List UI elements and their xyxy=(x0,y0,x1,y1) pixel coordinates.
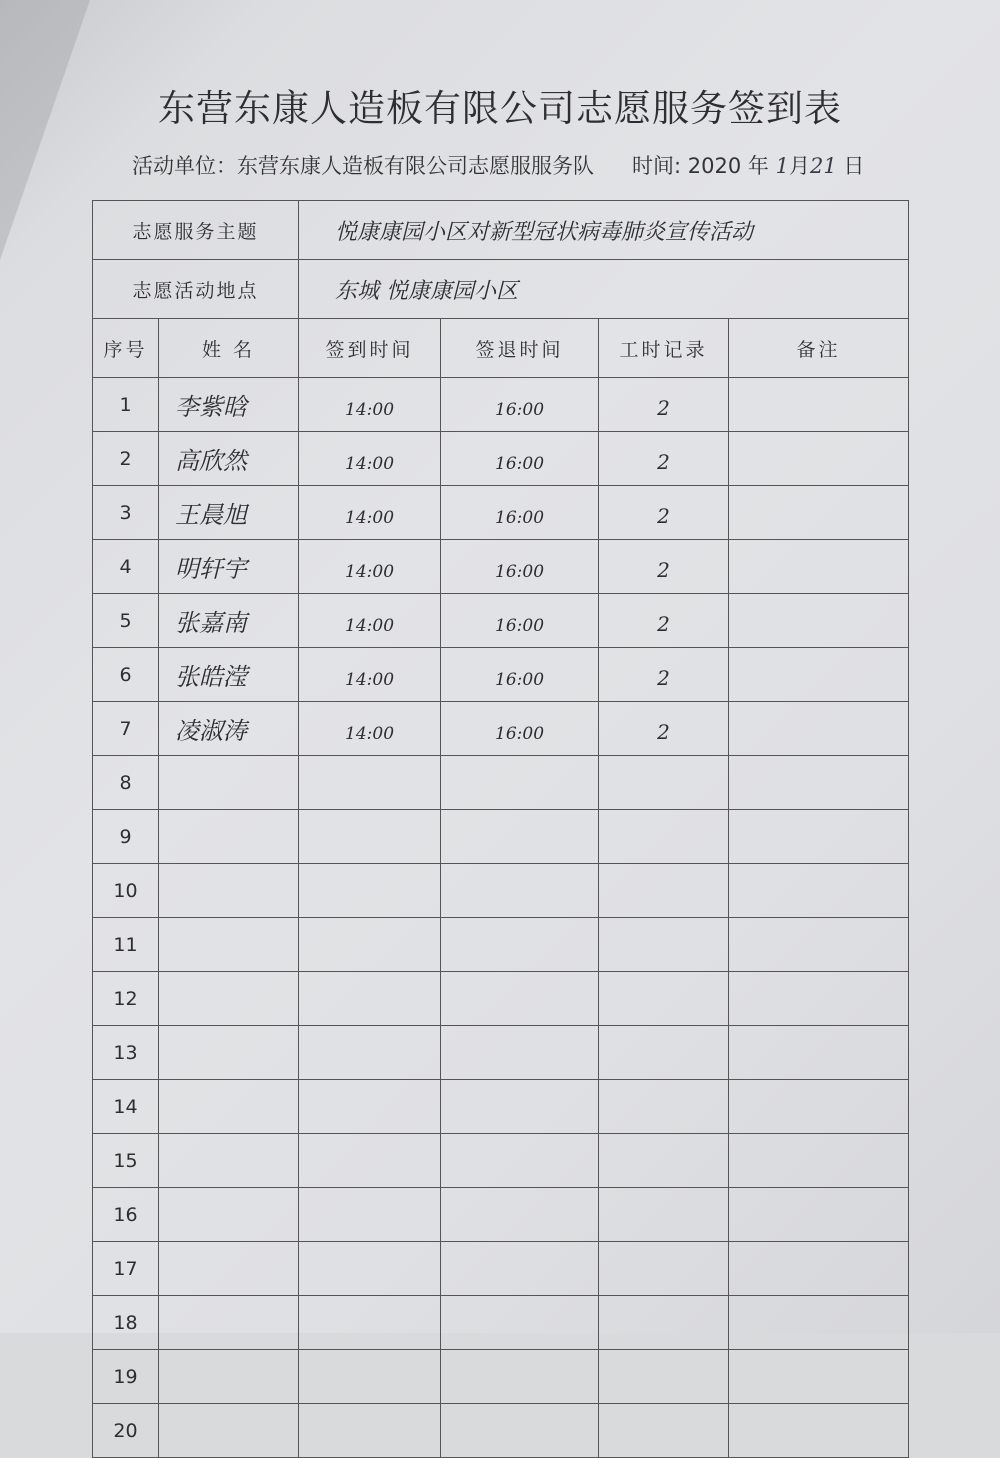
row-number: 13 xyxy=(93,1026,159,1080)
row-signout-time xyxy=(441,1134,599,1188)
row-number: 14 xyxy=(93,1080,159,1134)
row-signout-time: 16:00 xyxy=(441,540,599,594)
row-hours xyxy=(599,864,729,918)
row-signin-time xyxy=(299,1026,441,1080)
row-signout-time: 16:00 xyxy=(441,432,599,486)
row-hours: 2 xyxy=(599,702,729,756)
row-number: 15 xyxy=(93,1134,159,1188)
table-row xyxy=(93,702,909,756)
row-name xyxy=(159,1296,299,1350)
table-row xyxy=(93,1134,909,1188)
row-note xyxy=(729,1350,909,1404)
time-label: 时间: xyxy=(632,154,682,178)
row-note xyxy=(729,972,909,1026)
table-row xyxy=(93,864,909,918)
row-note xyxy=(729,864,909,918)
month-unit: 月 xyxy=(788,154,810,178)
row-signin-time: 14:00 xyxy=(299,540,441,594)
location-label: 志愿活动地点 xyxy=(93,260,299,319)
row-number: 3 xyxy=(93,486,159,540)
row-signin-time xyxy=(299,864,441,918)
row-signout-time xyxy=(441,1080,599,1134)
row-hours xyxy=(599,918,729,972)
row-hours: 2 xyxy=(599,432,729,486)
row-number: 6 xyxy=(93,648,159,702)
table-row xyxy=(93,810,909,864)
row-signout-time: 16:00 xyxy=(441,486,599,540)
column-header-row xyxy=(93,319,909,378)
year-value: 2020 xyxy=(687,154,742,178)
row-name xyxy=(159,972,299,1026)
row-signout-time xyxy=(441,1242,599,1296)
row-signout-time: 16:00 xyxy=(441,702,599,756)
row-name xyxy=(159,1242,299,1296)
row-signout-time xyxy=(441,918,599,972)
row-name xyxy=(159,918,299,972)
row-number: 18 xyxy=(93,1296,159,1350)
row-name: 李紫晗 xyxy=(159,378,299,432)
row-signout-time xyxy=(441,1026,599,1080)
table-row xyxy=(93,1242,909,1296)
row-number: 9 xyxy=(93,810,159,864)
col-name-header: 姓 名 xyxy=(159,319,299,378)
theme-row xyxy=(93,201,909,260)
row-hours xyxy=(599,1242,729,1296)
row-note xyxy=(729,1134,909,1188)
row-signout-time xyxy=(441,1188,599,1242)
row-name: 高欣然 xyxy=(159,432,299,486)
row-hours: 2 xyxy=(599,540,729,594)
location-value: 东城 悦康康园小区 xyxy=(299,260,909,319)
row-number: 8 xyxy=(93,756,159,810)
row-signout-time xyxy=(441,1404,599,1458)
row-signin-time xyxy=(299,1188,441,1242)
row-name xyxy=(159,1404,299,1458)
row-name xyxy=(159,864,299,918)
signin-table xyxy=(92,200,909,1458)
row-note xyxy=(729,1188,909,1242)
row-hours xyxy=(599,1350,729,1404)
row-hours xyxy=(599,1296,729,1350)
row-note xyxy=(729,1296,909,1350)
row-note xyxy=(729,756,909,810)
table-row xyxy=(93,594,909,648)
row-name xyxy=(159,1080,299,1134)
row-hours xyxy=(599,1026,729,1080)
table-row xyxy=(93,648,909,702)
row-name: 凌淑涛 xyxy=(159,702,299,756)
row-number: 4 xyxy=(93,540,159,594)
row-hours: 2 xyxy=(599,594,729,648)
day-value: 21 xyxy=(809,154,837,178)
col-hours-header: 工时记录 xyxy=(599,319,729,378)
row-signout-time xyxy=(441,972,599,1026)
row-hours xyxy=(599,810,729,864)
table-row xyxy=(93,1080,909,1134)
table-row xyxy=(93,1404,909,1458)
row-signin-time: 14:00 xyxy=(299,594,441,648)
table-row xyxy=(93,1350,909,1404)
row-number: 19 xyxy=(93,1350,159,1404)
row-hours xyxy=(599,972,729,1026)
table-row xyxy=(93,378,909,432)
row-note xyxy=(729,378,909,432)
table-row xyxy=(93,486,909,540)
row-number: 17 xyxy=(93,1242,159,1296)
row-note xyxy=(729,1080,909,1134)
row-signout-time: 16:00 xyxy=(441,648,599,702)
col-signout-header: 签退时间 xyxy=(441,319,599,378)
table-row xyxy=(93,1188,909,1242)
theme-label: 志愿服务主题 xyxy=(93,201,299,260)
row-number: 16 xyxy=(93,1188,159,1242)
document-title: 东营东康人造板有限公司志愿服务签到表 xyxy=(158,87,842,130)
row-name xyxy=(159,1134,299,1188)
row-signout-time xyxy=(441,756,599,810)
row-name xyxy=(159,1350,299,1404)
row-signin-time xyxy=(299,972,441,1026)
col-note-header: 备注 xyxy=(729,319,909,378)
row-number: 11 xyxy=(93,918,159,972)
row-hours xyxy=(599,1134,729,1188)
table-row xyxy=(93,756,909,810)
row-signout-time xyxy=(441,810,599,864)
row-note xyxy=(729,1026,909,1080)
row-signin-time xyxy=(299,1296,441,1350)
col-signin-header: 签到时间 xyxy=(299,319,441,378)
row-name xyxy=(159,1026,299,1080)
row-note xyxy=(729,810,909,864)
row-number: 12 xyxy=(93,972,159,1026)
row-signout-time xyxy=(441,1296,599,1350)
row-signin-time: 14:00 xyxy=(299,702,441,756)
row-note xyxy=(729,486,909,540)
row-name: 明轩宇 xyxy=(159,540,299,594)
row-signin-time xyxy=(299,1134,441,1188)
row-name xyxy=(159,810,299,864)
table-row xyxy=(93,432,909,486)
row-note xyxy=(729,540,909,594)
row-signin-time xyxy=(299,1350,441,1404)
table-row xyxy=(93,1296,909,1350)
row-signout-time xyxy=(441,864,599,918)
row-note xyxy=(729,432,909,486)
day-unit: 日 xyxy=(843,154,865,178)
row-hours: 2 xyxy=(599,648,729,702)
row-number: 5 xyxy=(93,594,159,648)
activity-date xyxy=(632,150,864,180)
row-signout-time: 16:00 xyxy=(441,594,599,648)
table-row xyxy=(93,1026,909,1080)
row-signout-time xyxy=(441,1350,599,1404)
row-signin-time xyxy=(299,918,441,972)
row-number: 10 xyxy=(93,864,159,918)
row-signin-time: 14:00 xyxy=(299,486,441,540)
month-value: 1 xyxy=(775,154,789,178)
row-signout-time: 16:00 xyxy=(441,378,599,432)
activity-unit-label: 活动单位：东营东康人造板有限公司志愿服服务队 xyxy=(132,154,594,178)
row-signin-time xyxy=(299,1080,441,1134)
row-number: 1 xyxy=(93,378,159,432)
theme-value: 悦康康园小区对新型冠状病毒肺炎宣传活动 xyxy=(299,201,909,260)
row-hours: 2 xyxy=(599,378,729,432)
location-row xyxy=(93,260,909,319)
row-number: 2 xyxy=(93,432,159,486)
row-signin-time: 14:00 xyxy=(299,432,441,486)
row-note xyxy=(729,702,909,756)
row-hours xyxy=(599,1188,729,1242)
row-name: 王晨旭 xyxy=(159,486,299,540)
col-number-header: 序号 xyxy=(93,319,159,378)
row-name: 张皓滢 xyxy=(159,648,299,702)
row-note xyxy=(729,1404,909,1458)
row-number: 20 xyxy=(93,1404,159,1458)
row-hours xyxy=(599,1404,729,1458)
row-hours xyxy=(599,1080,729,1134)
row-name xyxy=(159,1188,299,1242)
row-name: 张嘉南 xyxy=(159,594,299,648)
row-hours: 2 xyxy=(599,486,729,540)
row-signin-time xyxy=(299,1404,441,1458)
row-signin-time: 14:00 xyxy=(299,648,441,702)
year-unit: 年 xyxy=(747,154,769,178)
row-name xyxy=(159,756,299,810)
row-note xyxy=(729,918,909,972)
row-note xyxy=(729,1242,909,1296)
row-number: 7 xyxy=(93,702,159,756)
table-row xyxy=(93,918,909,972)
row-hours xyxy=(599,756,729,810)
table-row xyxy=(93,972,909,1026)
row-note xyxy=(729,648,909,702)
row-signin-time xyxy=(299,756,441,810)
row-signin-time xyxy=(299,810,441,864)
row-signin-time: 14:00 xyxy=(299,378,441,432)
row-note xyxy=(729,594,909,648)
table-row xyxy=(93,540,909,594)
row-signin-time xyxy=(299,1242,441,1296)
